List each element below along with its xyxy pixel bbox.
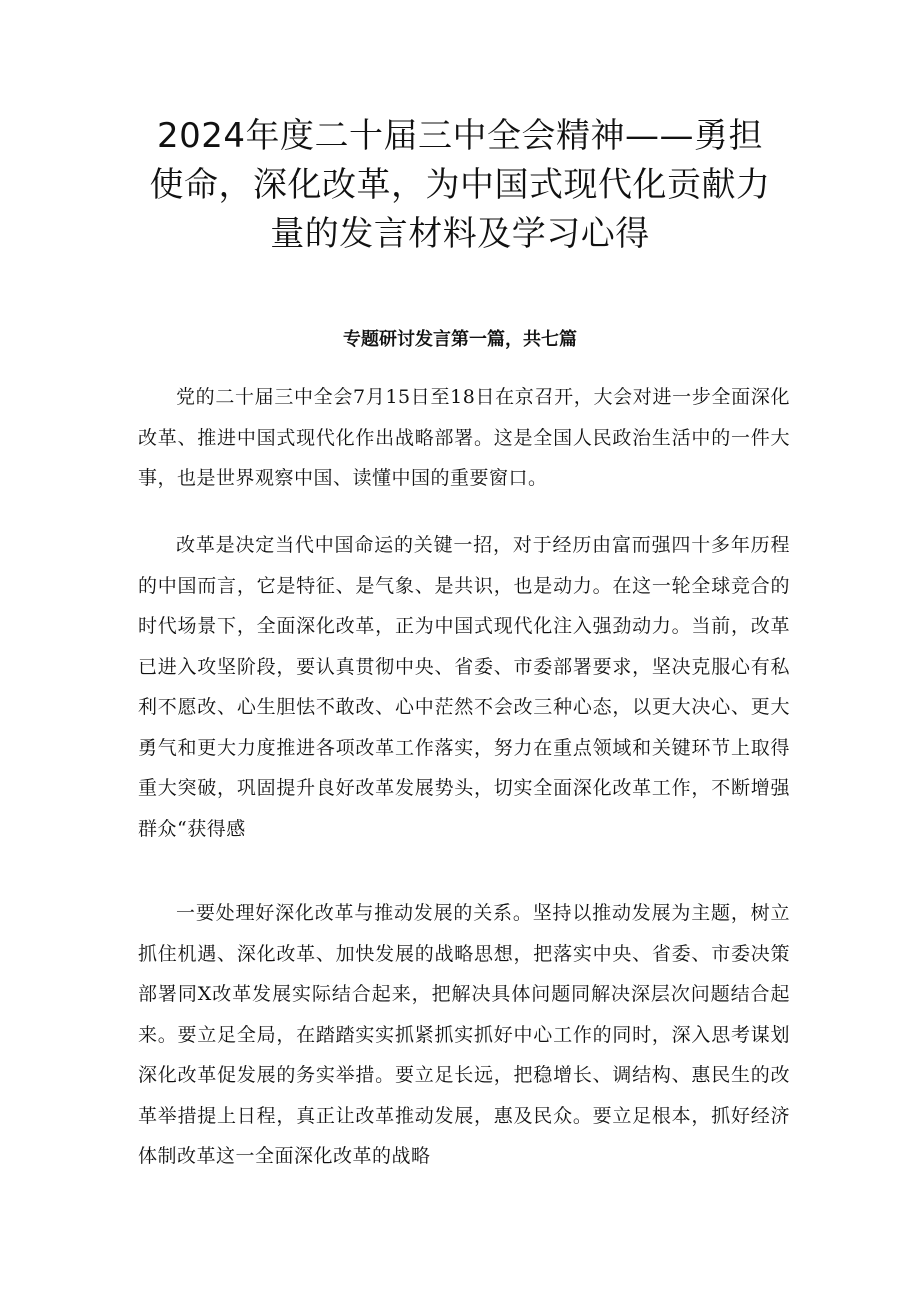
paragraph-2: 改革是决定当代中国命运的关键一招，对于经历由富而强四十多年历程的中国而言，它是特征、是气象、是共识，也是动力。在这一轮全球竞合的时代场景下，全面深化改革，正为中国式现代化注入强劲动力。当前，改革已进入攻坚阶段，要认真贯彻中央、省委、市委部署要求，坚决克服心有私利不愿改、心生胆怯不敢改、心中茫然不会改三种心态，以更大决心、更大勇气和更大力度推进各项改革工作落实，努力在重点领域和关键环节上取得重大突破，巩固提升良好改革发展势头，切实全面深化改革工作，不断增强群众“获得感: [138, 534, 790, 840]
paragraph-3: 一要处理好深化改革与推动发展的关系。坚持以推动发展为主题，树立抓住机遇、深化改革、加快发展的战略思想，把落实中央、省委、市委决策部署同X改革发展实际结合起来，把解决具体问题同解决深层次问题结合起来。要立足全局，在踏踏实实抓紧抓实抓好中心工作的同时，深入思考谋划深化改革促发展的务实举措。要立足长远，把稳增长、调结构、惠民生的改革举措提上日程，真正让改革推动发展，惠及民众。要立足根本，抓好经济体制改革这一全面深化改革的战略: [138, 902, 790, 1167]
document-subtitle: 专题研讨发言第一篇，共七篇: [343, 329, 577, 350]
document-title: 2024年度二十届三中全会精神——勇担使命，深化改革，为中国式现代化贡献力量的发言材料及学习心得: [149, 116, 771, 254]
paragraph-1: 党的二十届三中全会7月15日至18日在京召开，大会对进一步全面深化改革、推进中国式现代化作出战略部署。这是全国人民政治生活中的一件大事，也是世界观察中国、读懂中国的重要窗口。: [138, 386, 790, 489]
